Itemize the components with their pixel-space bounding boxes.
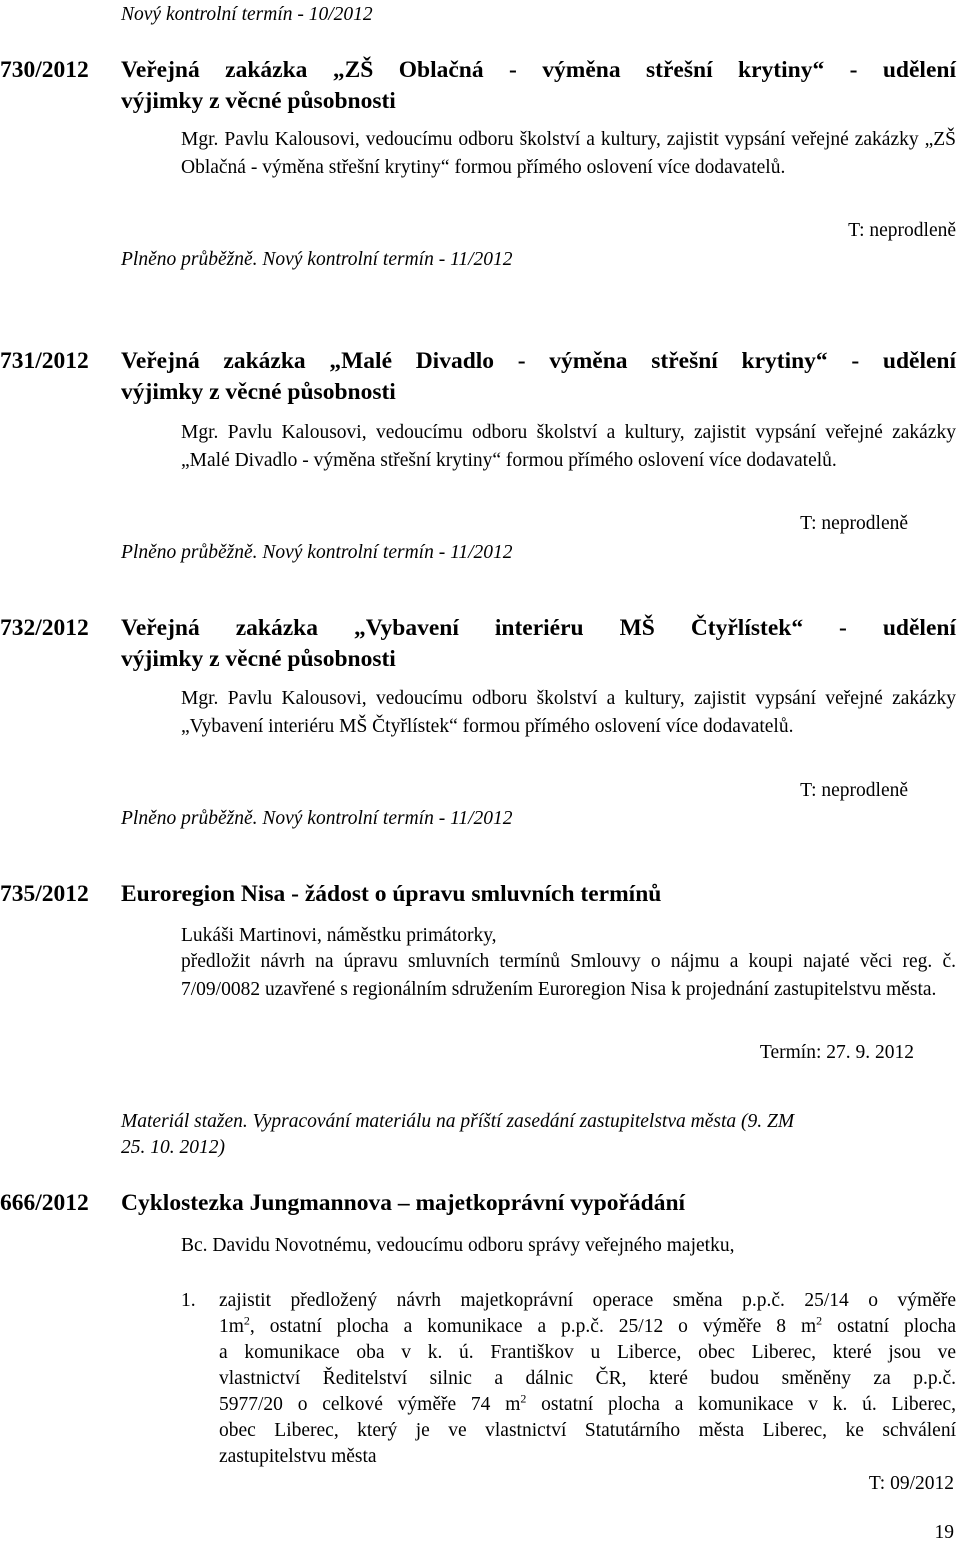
resolution-text: Mgr. Pavlu Kalousovi, vedoucímu odboru školství a kultury, zajistit vypsání veřejné zakázky „ZŠ Oblačná - výměna střešní krytiny“ formou přímého oslovení více dodavatelů.: [181, 129, 956, 178]
deadline: T: 09/2012: [868, 1473, 954, 1494]
resolution-number: 735/2012: [0, 881, 89, 907]
status-note: Materiál stažen. Vypracování materiálu na příští zasedání zastupitelstva města (9. ZM: [121, 1111, 795, 1132]
resolution-number: 666/2012: [0, 1190, 89, 1216]
resolution-number: 731/2012: [0, 348, 89, 374]
superscript: 2: [243, 1313, 250, 1328]
list-item-number: 1.: [181, 1290, 196, 1311]
list-item-line: obec Liberec, který je ve vlastnictví Statutárního města Liberec, ke schválení: [219, 1420, 956, 1441]
resolution-title: Veřejná zakázka „ZŠ Oblačná - výměna střešní krytiny“ - udělení: [121, 57, 956, 83]
resolution-title-cont: výjimky z věcné působnosti: [121, 379, 396, 405]
superscript: 2: [816, 1313, 823, 1328]
resolution-title: Veřejná zakázka „Vybavení interiéru MŠ Čtyřlístek“ - udělení: [121, 615, 956, 641]
resolution-title: Veřejná zakázka „Malé Divadlo - výměna střešní krytiny“ - udělení: [121, 348, 956, 374]
list-item-text: ostatní plocha: [822, 1316, 956, 1337]
list-item-line: a komunikace oba v k. ú. Františkov u Liberce, obec Liberec, které jsou ve: [219, 1342, 956, 1363]
status-note: Plněno průběžně. Nový kontrolní termín - 11/2012: [121, 808, 513, 829]
list-item-text: ostatní plocha a komunikace v k. ú. Liberec,: [526, 1394, 956, 1415]
list-item-line: [219, 1314, 956, 1340]
list-item-line: vlastnictví Ředitelství silnic a dálnic ČR, které budou směněny za p.p.č.: [219, 1368, 956, 1389]
resolution-title-cont: výjimky z věcné působnosti: [121, 646, 396, 672]
list-item-text: 1m: [219, 1316, 244, 1337]
resolution-text: Mgr. Pavlu Kalousovi, vedoucímu odboru školství a kultury, zajistit vypsání veřejné zakázky „Vybavení interiéru MŠ Čtyřlístek“ formou přímého oslovení více dodavatelů.: [181, 688, 956, 737]
resolution-title: Euroregion Nisa - žádost o úpravu smluvních termínů: [121, 881, 662, 907]
deadline: T: neprodleně: [848, 220, 956, 241]
list-item-line: zajistit předložený návrh majetkoprávní operace směna p.p.č. 25/14 o výměře: [219, 1290, 956, 1311]
addressee: Lukáši Martinovi, náměstku primátorky,: [181, 925, 497, 946]
resolution-title: Cyklostezka Jungmannova – majetkoprávní vypořádání: [121, 1190, 686, 1216]
list-item-line: zastupitelstvu města: [219, 1446, 377, 1467]
list-item: [219, 1288, 956, 1470]
resolution-text: Mgr. Pavlu Kalousovi, vedoucímu odboru školství a kultury, zajistit vypsání veřejné zakázky „Malé Divadlo - výměna střešní krytiny“ formou přímého oslovení více dodavatelů.: [181, 422, 956, 471]
resolution-title-cont: výjimky z věcné působnosti: [121, 88, 396, 114]
status-note: Plněno průběžně. Nový kontrolní termín - 11/2012: [121, 249, 513, 270]
deadline: Termín: 27. 9. 2012: [759, 1042, 914, 1063]
superscript: 2: [520, 1391, 527, 1406]
list-item-line: [219, 1392, 956, 1418]
top-status-note: Nový kontrolní termín - 10/2012: [121, 4, 373, 25]
status-note: Plněno průběžně. Nový kontrolní termín - 11/2012: [121, 542, 513, 563]
deadline: T: neprodleně: [800, 513, 908, 534]
list-item-text: , ostatní plocha a komunikace a p.p.č. 25/12 o výměře 8 m: [249, 1316, 817, 1337]
status-note-cont: 25. 10. 2012): [121, 1137, 225, 1158]
resolution-number: 730/2012: [0, 57, 89, 83]
page-number: 19: [934, 1522, 954, 1543]
addressee: Bc. Davidu Novotnému, vedoucímu odboru správy veřejného majetku,: [181, 1235, 735, 1256]
resolution-number: 732/2012: [0, 615, 89, 641]
list-item-text: 5977/20 o celkové výměře 74 m: [219, 1394, 521, 1415]
deadline: T: neprodleně: [800, 780, 908, 801]
resolution-text: předložit návrh na úpravu smluvních termínů Smlouvy o nájmu a koupi najaté věci reg. č. 7/09/0082 uzavřené s regionálním sdružením Euroregion Nisa k projednání zastupitelstvu města.: [181, 951, 956, 1000]
